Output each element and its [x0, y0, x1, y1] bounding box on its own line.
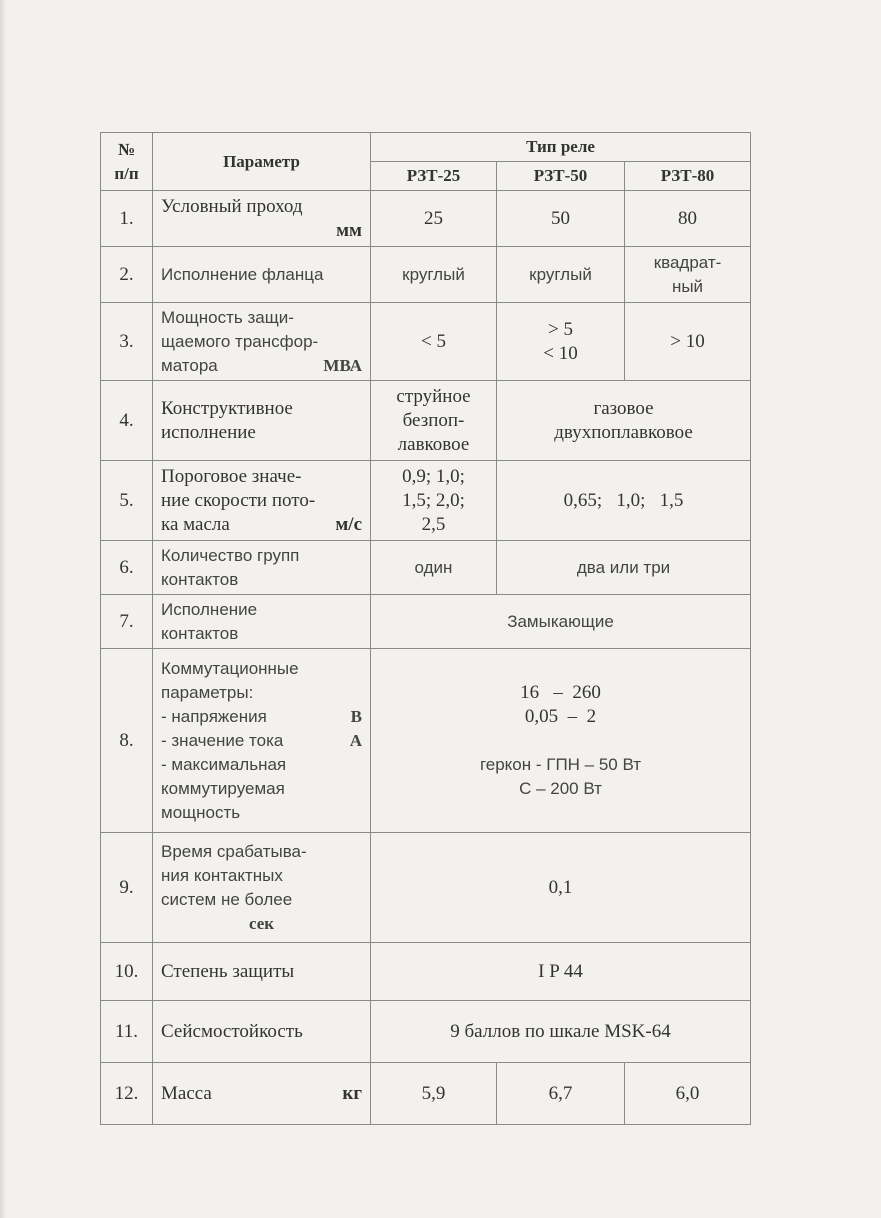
- value-line: 2,5: [421, 513, 446, 535]
- value-rzt80: > 10: [625, 303, 751, 381]
- value-rzt80: [625, 247, 751, 303]
- value-line: < 10: [543, 342, 578, 364]
- value-line: 16 – 260: [520, 681, 601, 703]
- row-number: 4.: [101, 381, 153, 461]
- parameter-text: мощность: [161, 802, 241, 822]
- value-line: 0,9; 1,0;: [402, 465, 465, 487]
- parameter-text: ния контактных: [161, 865, 283, 885]
- row-parameter: [153, 303, 371, 381]
- table-row: [101, 595, 751, 649]
- table-row: [101, 381, 751, 461]
- row-parameter: [153, 191, 371, 247]
- parameter-text: ка масла: [161, 513, 230, 535]
- parameter-text: ние скорости пото-: [161, 489, 316, 511]
- value-rzt25: 25: [371, 191, 497, 247]
- row-parameter: [153, 461, 371, 541]
- parameter-text: - напряжения: [161, 706, 267, 726]
- row-parameter: Степень защиты: [153, 943, 371, 1001]
- parameter-text: - значение тока: [161, 730, 284, 750]
- row-number: 3.: [101, 303, 153, 381]
- parameter-text: коммутируемая: [161, 778, 285, 798]
- parameter-unit: мм: [336, 219, 362, 241]
- header-row-1: [101, 133, 751, 162]
- parameter-text: щаемого трансфор-: [161, 331, 319, 351]
- value-rzt25: круглый: [371, 247, 497, 303]
- parameter-unit: В: [350, 706, 362, 726]
- value-line: квадрат-: [653, 252, 722, 272]
- parameter-text: Исполнение: [161, 599, 258, 619]
- table-row: [101, 833, 751, 943]
- row-parameter: [153, 381, 371, 461]
- row-parameter: [153, 595, 371, 649]
- value-rzt50: [497, 303, 625, 381]
- value-line: 1,5; 2,0;: [402, 489, 465, 511]
- row-number: 1.: [101, 191, 153, 247]
- value-rzt80: 6,0: [625, 1063, 751, 1125]
- parameter-text: Масса: [161, 1082, 212, 1104]
- value-rzt25: < 5: [371, 303, 497, 381]
- value-rzt50-rzt80: 0,65; 1,0; 1,5: [497, 461, 751, 541]
- parameter-unit: м/с: [335, 513, 362, 535]
- relay-spec-table: [100, 132, 751, 1125]
- value-line: ный: [671, 276, 704, 296]
- row-number: 5.: [101, 461, 153, 541]
- row-parameter: [153, 541, 371, 595]
- header-number-symbol: №: [117, 139, 136, 159]
- parameter-text: Конструктивное: [161, 397, 293, 419]
- row-number: 8.: [101, 649, 153, 833]
- table-row: [101, 1001, 751, 1063]
- parameter-unit: кг: [342, 1082, 362, 1104]
- value-line: С – 200 Вт: [519, 778, 602, 798]
- value-all-models: I P 44: [371, 943, 751, 1001]
- value-rzt50-rzt80: два или три: [497, 541, 751, 595]
- row-parameter: [153, 833, 371, 943]
- header-model-rzt80: РЗТ-80: [625, 162, 751, 191]
- table-row: [101, 191, 751, 247]
- parameter-text: Мощность защи-: [161, 307, 294, 327]
- value-rzt25: один: [371, 541, 497, 595]
- value-line: > 5: [548, 318, 573, 340]
- value-line: геркон - ГПН – 50 Вт: [479, 754, 642, 774]
- parameter-text: Количество групп: [161, 545, 300, 565]
- row-parameter: Сейсмостойкость: [153, 1001, 371, 1063]
- parameter-unit: А: [349, 730, 362, 750]
- parameter-text: исполнение: [161, 421, 256, 443]
- row-number: 9.: [101, 833, 153, 943]
- parameter-text: контактов: [161, 569, 239, 589]
- header-number: [101, 133, 153, 191]
- header-relay-type: Тип реле: [371, 133, 751, 162]
- table-row: [101, 303, 751, 381]
- parameter-text: Пороговое значе-: [161, 465, 302, 487]
- table-row: [101, 541, 751, 595]
- header-parameter: Параметр: [153, 133, 371, 191]
- value-all-models: 9 баллов по шкале MSK-64: [371, 1001, 751, 1063]
- parameter-text: контактов: [161, 623, 239, 643]
- value-rzt50: 50: [497, 191, 625, 247]
- value-rzt50-rzt80: [497, 381, 751, 461]
- table-row: [101, 461, 751, 541]
- value-all-models: [371, 649, 751, 833]
- value-rzt50: 6,7: [497, 1063, 625, 1125]
- row-number: 12.: [101, 1063, 153, 1125]
- row-number: 7.: [101, 595, 153, 649]
- row-number: 6.: [101, 541, 153, 595]
- parameter-text: матора: [161, 355, 218, 375]
- parameter-text: параметры:: [161, 682, 254, 702]
- header-number-label: п/п: [114, 163, 139, 183]
- parameter-text: Время срабатыва-: [161, 841, 307, 861]
- row-parameter: [153, 649, 371, 833]
- value-rzt25: [371, 461, 497, 541]
- page-edge-shadow: [0, 0, 6, 1218]
- header-model-rzt50: РЗТ-50: [497, 162, 625, 191]
- header-model-rzt25: РЗТ-25: [371, 162, 497, 191]
- row-parameter: Исполнение фланца: [153, 247, 371, 303]
- parameter-text: - максимальная: [161, 754, 287, 774]
- value-all-models: Замыкающие: [371, 595, 751, 649]
- row-parameter: [153, 1063, 371, 1125]
- value-rzt25: [371, 381, 497, 461]
- value-all-models: 0,1: [371, 833, 751, 943]
- parameter-unit: сек: [248, 913, 275, 933]
- parameter-unit: МВА: [323, 355, 362, 375]
- value-rzt25: 5,9: [371, 1063, 497, 1125]
- value-line: лавковое: [397, 433, 470, 455]
- value-line: безпоп-: [402, 409, 465, 431]
- value-line: 0,05 – 2: [524, 705, 597, 727]
- row-number: 11.: [101, 1001, 153, 1063]
- row-number: 10.: [101, 943, 153, 1001]
- table-row: [101, 1063, 751, 1125]
- value-line: газовое: [593, 397, 654, 419]
- value-rzt80: 80: [625, 191, 751, 247]
- table-row: [101, 247, 751, 303]
- parameter-text: Коммутационные: [161, 658, 299, 678]
- parameter-text: Условный проход: [161, 195, 303, 217]
- parameter-text: систем не более: [161, 889, 293, 909]
- value-line: двухпоплавковое: [554, 421, 693, 443]
- value-line: струйное: [396, 385, 471, 407]
- row-number: 2.: [101, 247, 153, 303]
- table-row: [101, 943, 751, 1001]
- table-row: [101, 649, 751, 833]
- value-rzt50: круглый: [497, 247, 625, 303]
